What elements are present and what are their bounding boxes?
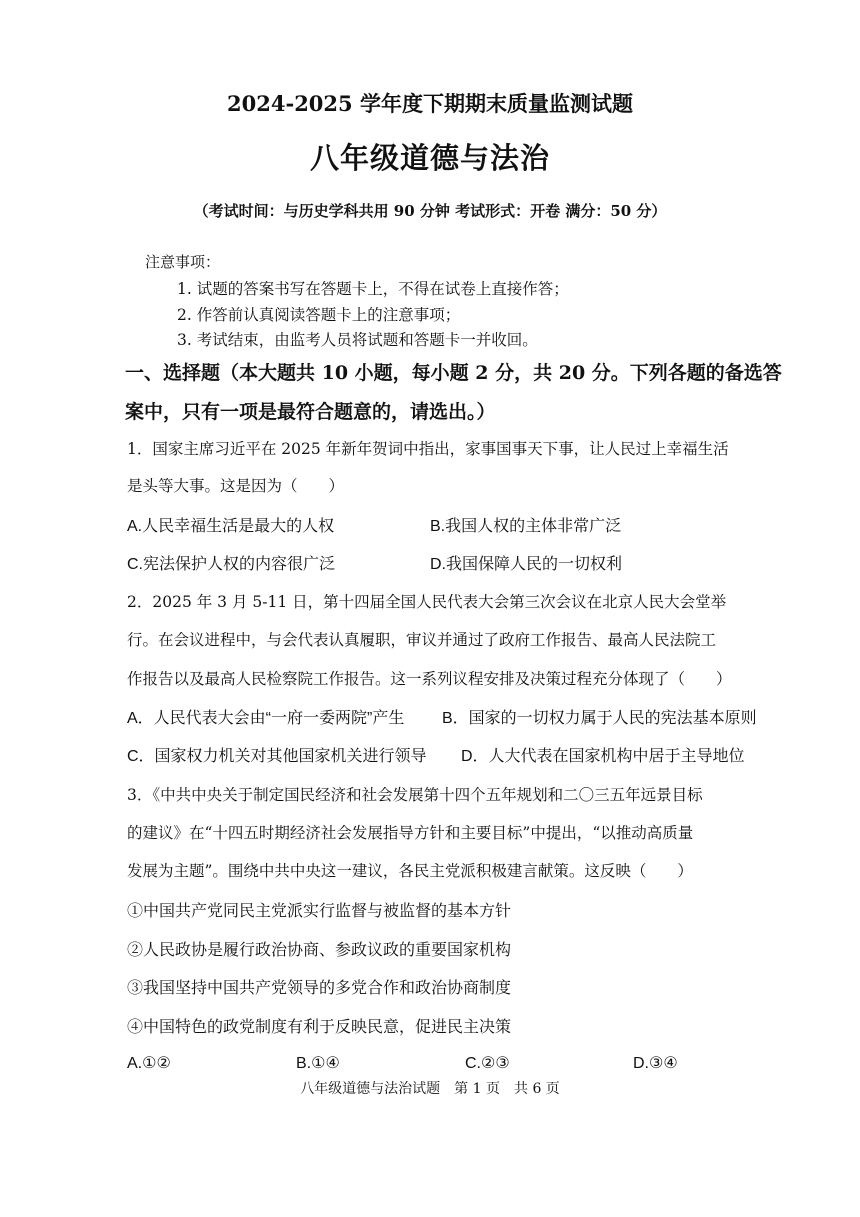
- q1-option-c: C.宪法保护人权的内容很广泛: [127, 556, 336, 573]
- page-footer: 八年级道德与法治试题 第 1 页 共 6 页: [300, 1081, 560, 1097]
- q3-option-b: B.①④: [296, 1055, 340, 1072]
- q2-option-b: B．国家的一切权力属于人民的宪法基本原则: [442, 710, 757, 727]
- q3-option-a: A.①②: [127, 1055, 171, 1072]
- q3-statement: ①中国共产党同民主党派实行监督与被监督的基本方针: [127, 903, 512, 920]
- question-3-line2: 的建议》在“十四五时期经济社会发展指导方针和主要目标”中提出，“以推动高质量: [127, 824, 694, 842]
- exam-title: 2024-2025 学年度下期期末质量监测试题: [227, 91, 633, 116]
- subject-title: 八年级道德与法治: [309, 141, 550, 175]
- q3-option-c: C.②③: [465, 1055, 510, 1072]
- q3-statement: ③我国坚持中国共产党领导的多党合作和政治协商制度: [127, 980, 512, 997]
- q1-option-a: A.人民幸福生活是最大的人权: [127, 518, 335, 535]
- q2-option-d: D．人大代表在国家机构中居于主导地位: [461, 748, 745, 765]
- note-item: 2. 作答前认真阅读答题卡上的注意事项；: [177, 306, 461, 324]
- q3-statement: ②人民政协是履行政治协商、参政议政的重要国家机构: [127, 942, 512, 959]
- question-2-line3: 作报告以及最高人民检察院工作报告。这一系列议程安排及决策过程充分体现了（ ）: [127, 670, 732, 688]
- section-heading-line2: 案中，只有一项是最符合题意的，请选出。）: [125, 401, 496, 423]
- note-item: 3. 考试结束，由监考人员将试题和答题卡一并收回。: [177, 331, 538, 349]
- question-3-line3: 发展为主题”。围绕中共中央这一建议，各民主党派积极建言献策。这反映（ ）: [127, 862, 693, 880]
- q2-option-c: C．国家权力机关对其他国家机关进行领导: [127, 748, 427, 765]
- question-1-line1: 1．国家主席习近平在 2025 年新年贺词中指出，家事国事天下事，让人民过上幸福生活: [127, 440, 729, 458]
- section-heading-line1: 一、选择题（本大题共 10 小题，每小题 2 分，共 20 分。下列各题的备选答: [125, 362, 782, 384]
- note-item: 1. 试题的答案书写在答题卡上，不得在试卷上直接作答；: [177, 280, 569, 298]
- question-3-line1: 3．《中共中央关于制定国民经济和社会发展第十四个五年规划和二〇三五年远景目标: [127, 786, 703, 804]
- question-2-line2: 行。在会议进程中，与会代表认真履职，审议并通过了政府工作报告、最高人民法院工: [127, 631, 717, 649]
- question-1-line2: 是头等大事。这是因为（ ）: [127, 477, 345, 495]
- q3-option-d: D.③④: [633, 1055, 678, 1072]
- q2-option-a: A．人民代表大会由“一府一委两院”产生: [127, 710, 405, 727]
- notes-heading: 注意事项：: [145, 253, 221, 271]
- q3-statement: ④中国特色的政党制度有利于反映民意，促进民主决策: [127, 1019, 512, 1036]
- q1-option-b: B.我国人权的主体非常广泛: [430, 518, 622, 535]
- question-2-line1: 2．2025 年 3 月 5-11 日，第十四届全国人民代表大会第三次会议在北京人民大会堂举: [127, 593, 727, 611]
- q1-option-d: D.我国保障人民的一切权利: [430, 556, 623, 573]
- exam-info: （考试时间：与历史学科共用 90 分钟 考试形式：开卷 满分：50 分）: [193, 202, 667, 220]
